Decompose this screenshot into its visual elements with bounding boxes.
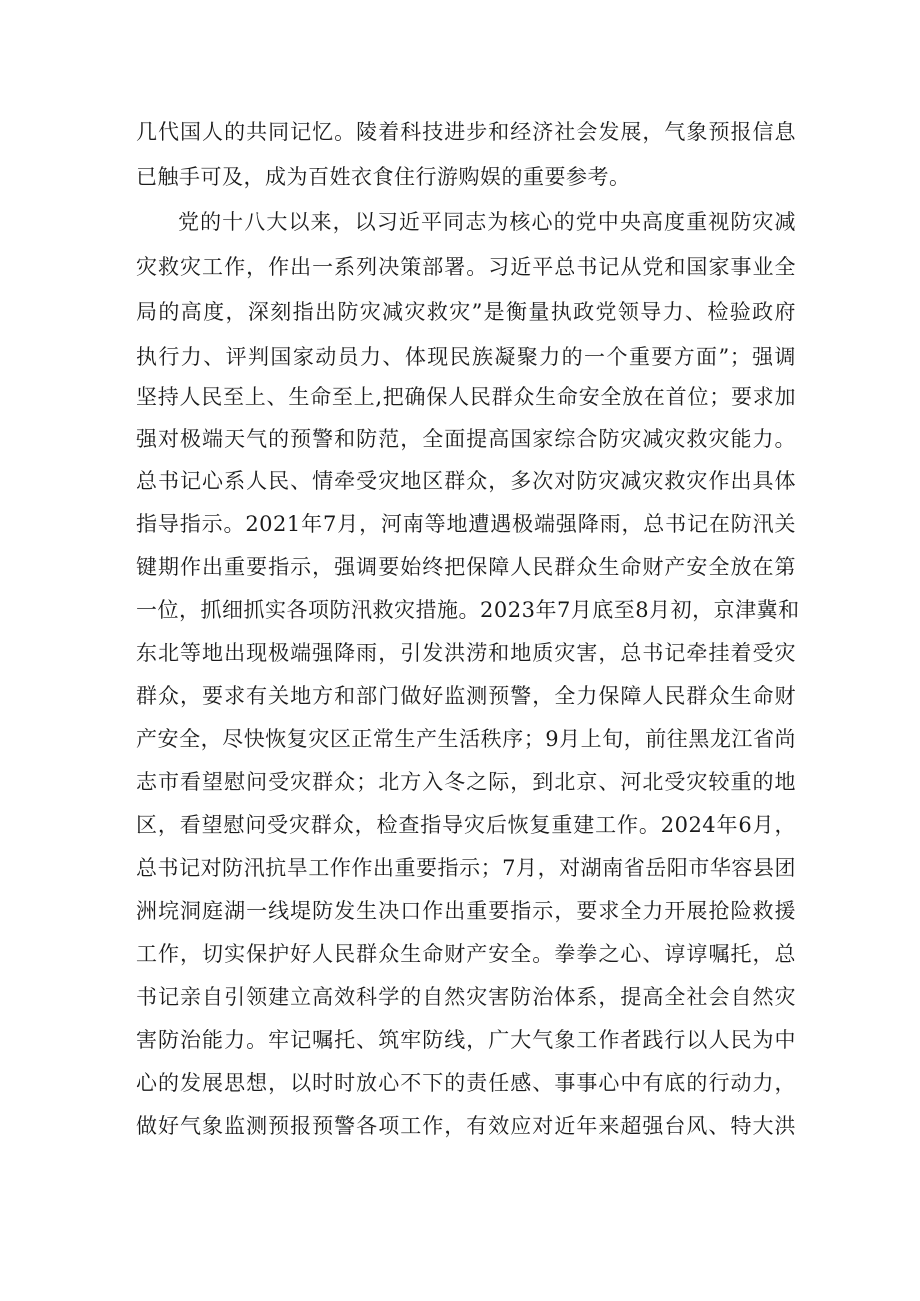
paragraph-line: 书记亲自引领建立高效科学的自然灾害防治体系，提高全社会自然灾 (136, 985, 796, 1009)
paragraph-line: 区，看望慰问受灾群众，检查指导灾后恢复重建工作。2024年6月， (136, 813, 796, 837)
paragraph-line: 指导指示。2021年7月，河南等地遭遇极端强降雨，总书记在防汛关 (136, 512, 796, 536)
paragraph-line: 几代国人的共同记忆。陵着科技进步和经济社会发展，气象预报信息 (136, 120, 796, 144)
paragraph-line: 东北等地出现极端强降雨，引发洪涝和地质灾害，总书记牵挂着受灾 (136, 641, 796, 665)
paragraph-line: 执行力、评判国家动员力、体现民族凝聚力的一个重要方面”；强调 (136, 345, 796, 369)
paragraph-line: 工作，切实保护好人民群众生命财产安全。拳拳之心、谆谆嘱托，总 (136, 942, 796, 966)
paragraph-line: 害防治能力。牢记嘱托、筑牢防线，广大气象工作者践行以人民为中 (136, 1028, 796, 1052)
paragraph-line: 总书记对防汛抗旱工作作出重要指示；7月，对湖南省岳阳市华容县团 (136, 856, 796, 880)
paragraph-line: 做好气象监测预报预警各项工作，有效应对近年来超强台风、特大洪 (136, 1114, 796, 1138)
paragraph-line: 已触手可及，成为百姓衣食住行游购娱的重要参考。 (136, 165, 631, 189)
paragraph-line: 灾救灾工作，作出一系列决策部署。习近平总书记从党和国家事业全 (136, 255, 796, 279)
paragraph-line: 强对极端天气的预警和防范，全面提高国家综合防灾减灾救灾能力。 (136, 427, 796, 451)
paragraph-line: 党的十八大以来，以习近平同志为核心的党中央高度重视防灾减 (178, 210, 796, 234)
paragraph-line: 一位，抓细抓实各项防汛救灾措施。2023年7月底至8月初，京津冀和 (136, 598, 800, 622)
paragraph-line: 总书记心系人民、情牵受灾地区群众，多次对防灾减灾救灾作出具体 (136, 469, 796, 493)
paragraph-line: 群众，要求有关地方和部门做好监测预警，全力保障人民群众生命财 (136, 684, 796, 708)
paragraph-line: 坚持人民至上、生命至上,把确保人民群众生命安全放在首位；要求加 (136, 385, 796, 409)
paragraph-line: 志市看望慰问受灾群众；北方入冬之际，到北京、河北受灾较重的地 (136, 770, 796, 794)
paragraph-line: 心的发展思想，以时时放心不下的责任感、事事心中有底的行动力， (136, 1071, 796, 1095)
paragraph-line: 洲垸洞庭湖一线堤防发生决口作出重要指示，要求全力开展抢险救援 (136, 899, 796, 923)
paragraph-line: 键期作出重要指示，强调要始终把保障人民群众生命财产安全放在第 (136, 555, 796, 579)
paragraph-line: 局的高度，深刻指出防灾减灾救灾”是衡量执政党领导力、检验政府 (136, 300, 796, 324)
paragraph-line: 产安全，尽快恢复灾区正常生产生活秩序；9月上旬，前往黑龙江省尚 (136, 727, 796, 751)
